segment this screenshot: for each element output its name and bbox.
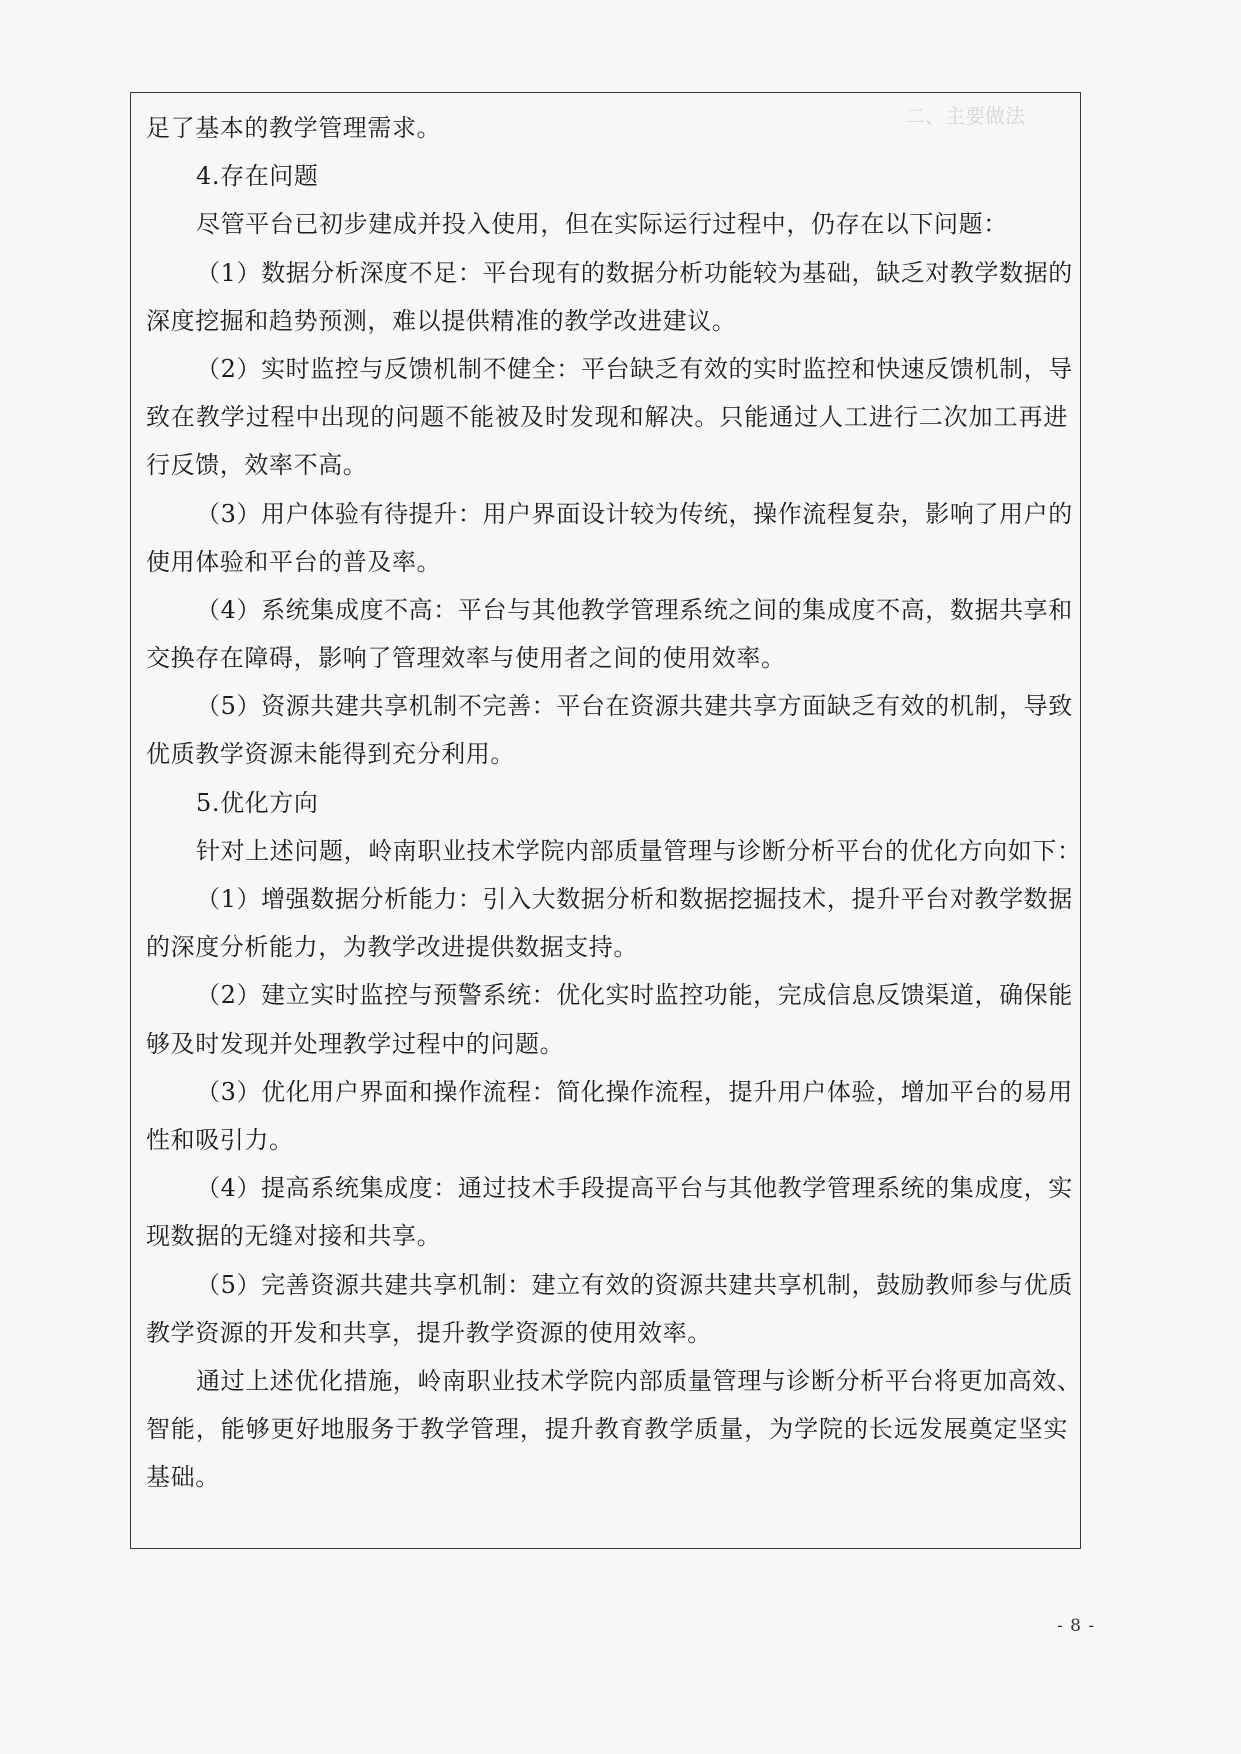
document-body [146,104,1082,1501]
paragraph-line: 智能，能够更好地服务于教学管理，提升教育教学质量，为学院的长远发展奠定坚实 [146,1415,1068,1444]
paragraph-line: 优质教学资源未能得到充分利用。 [146,740,515,769]
paragraph-line: 够及时发现并处理教学过程中的问题。 [146,1029,565,1058]
paragraph-line: 足了基本的教学管理需求。 [146,114,442,142]
section-heading: 4.存在问题 [196,162,319,191]
paragraph-line: （1）增强数据分析能力：引入大数据分析和数据挖掘技术，提升平台对教学数据 [196,885,1073,913]
section-heading: 5.优化方向 [196,788,319,817]
bleed-through-text: 二、主要做法 [905,104,1025,128]
paragraph-line: 行反馈，效率不高。 [146,451,368,480]
paragraph-line: （3）优化用户界面和操作流程：简化操作流程，提升用户体验，增加平台的易用 [196,1077,1073,1106]
paragraph-line: 深度挖掘和趋势预测，难以提供精准的教学改进建议。 [146,306,737,335]
paragraph-line: 基础。 [146,1463,220,1492]
paragraph-line: （5）资源共建共享机制不完善：平台在资源共建共享方面缺乏有效的机制，导致 [196,692,1073,721]
paragraph-line: 针对上述问题，岭南职业技术学院内部质量管理与诊断分析平台的优化方向如下： [196,836,1082,865]
paragraph-line: （2）建立实时监控与预警系统：优化实时监控功能，完成信息反馈渠道，确保能 [196,981,1073,1010]
paragraph-line: （2）实时监控与反馈机制不健全：平台缺乏有效的实时监控和快速反馈机制，导 [196,354,1073,383]
paragraph-line: 尽管平台已初步建成并投入使用，但在实际运行过程中，仍存在以下问题： [196,210,1008,239]
paragraph-line: 通过上述优化措施，岭南职业技术学院内部质量管理与诊断分析平台将更加高效、 [196,1366,1082,1395]
paragraph-line: 现数据的无缝对接和共享。 [146,1222,442,1251]
paragraph-line: 交换存在障碍，影响了管理效率与使用者之间的使用效率。 [146,644,786,673]
paragraph-line: 使用体验和平台的普及率。 [146,547,442,576]
page-number: - 8 - [1057,1616,1096,1636]
paragraph-line: （4）提高系统集成度：通过技术手段提高平台与其他教学管理系统的集成度，实 [196,1174,1073,1203]
paragraph-line: 致在教学过程中出现的问题不能被及时发现和解决。只能通过人工进行二次加工再进 [146,403,1068,432]
paragraph-line: （5）完善资源共建共享机制：建立有效的资源共建共享机制，鼓励教师参与优质 [196,1270,1073,1299]
paragraph-line: 的深度分析能力，为教学改进提供数据支持。 [146,933,638,962]
paragraph-line: （3）用户体验有待提升：用户界面设计较为传统，操作流程复杂，影响了用户的 [196,499,1073,528]
paragraph-line: （4）系统集成度不高：平台与其他教学管理系统之间的集成度不高，数据共享和 [196,595,1073,624]
paragraph-line: （1）数据分析深度不足：平台现有的数据分析功能较为基础，缺乏对教学数据的 [196,258,1073,287]
paragraph-line: 教学资源的开发和共享，提升教学资源的使用效率。 [146,1318,712,1347]
paragraph-line: 性和吸引力。 [146,1125,294,1154]
